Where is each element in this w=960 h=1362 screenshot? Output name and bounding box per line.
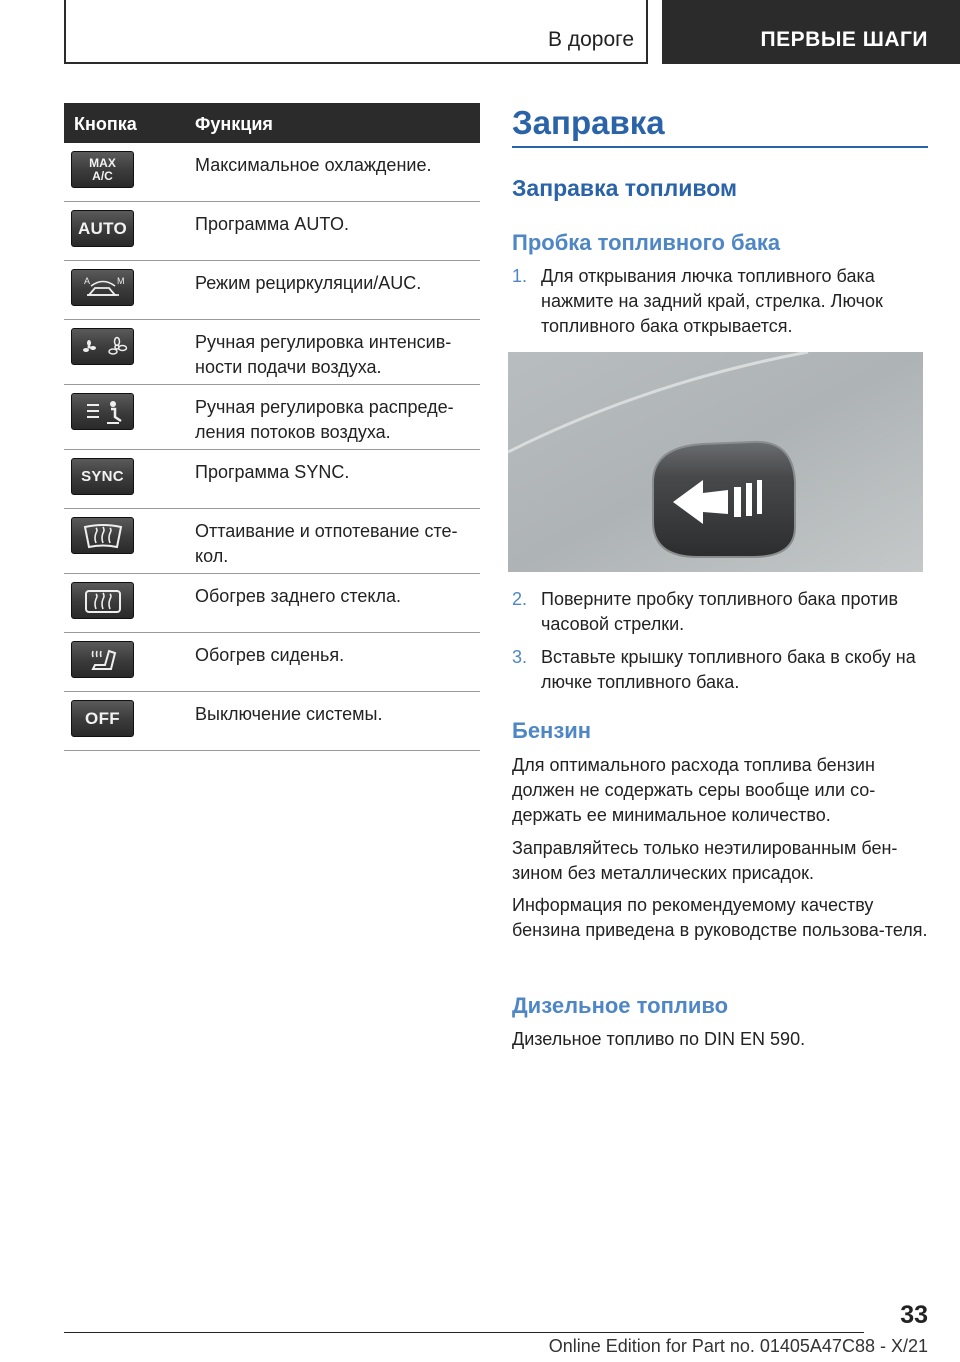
function-text: Выключение системы. <box>195 704 383 724</box>
subtitle: Заправка топливом <box>512 175 738 201</box>
list-item <box>512 587 928 637</box>
step-text: Для открывания лючка топливного бака нажмите на задний край, стрелка. Лючок топливного бака открывается. <box>541 266 883 336</box>
step-text: Поверните пробку топливного бака против часовой стрелки. <box>541 589 899 634</box>
function-text: Программа AUTO. <box>195 214 349 234</box>
fuel-flap-image <box>508 352 923 572</box>
air-distribution-icon <box>75 397 131 427</box>
step-text: Вставьте крышку топливного бака в скобу на лючке топливного бака. <box>541 647 916 692</box>
sync-button-icon <box>71 458 134 495</box>
function-text: Максимальное охлаждение. <box>195 155 432 175</box>
auto-button-icon <box>71 210 134 247</box>
table-row <box>64 143 480 202</box>
table-row <box>64 385 480 450</box>
step-number: 3. <box>512 647 528 667</box>
list-item <box>512 645 928 695</box>
petrol-paragraph: Для оптимального расхода топлива бензин должен не содержать серы вообще или со-держать ее минимальное количество. <box>512 755 876 825</box>
function-text: Оттаивание и отпотевание сте- кол. <box>195 521 458 566</box>
fan-icon <box>75 332 131 362</box>
function-text: Обогрев сиденья. <box>195 645 345 665</box>
petrol-paragraph: Информация по рекомендуемому качеству бензина приведена в руководстве пользова-теля. <box>512 895 928 940</box>
table-row <box>64 450 480 509</box>
list-item <box>512 264 928 339</box>
max-ac-button-icon <box>71 151 134 188</box>
button-label: AUTO <box>77 218 128 238</box>
windshield-defrost-icon <box>75 521 131 551</box>
button-label: MAX A/C <box>89 155 116 183</box>
table-row <box>64 633 480 692</box>
footer-edition: Online Edition for Part no. 01405A47C88 - X/21 <box>548 1336 928 1356</box>
petrol-paragraph: Заправляйтесь только неэтилированным бен-зином без металлических присадок. <box>512 838 898 883</box>
rear-defrost-button-icon <box>71 582 134 619</box>
fuel-flap-photo <box>508 352 923 572</box>
fan-button-icon <box>71 328 134 365</box>
svg-text:M: M <box>116 275 124 286</box>
car-recirculation-icon <box>75 273 131 303</box>
function-text: Режим рециркуляции/AUC. <box>195 273 422 293</box>
function-text: Обогрев заднего стекла. <box>195 586 402 606</box>
table-row <box>64 320 480 385</box>
section-heading-petrol: Бензин <box>512 718 592 743</box>
column-header-function: Функция <box>195 114 273 134</box>
header-section-tab <box>64 0 648 64</box>
function-text: Ручная регулировка распреде- ления потоков воздуха. <box>195 397 454 442</box>
seat-heating-icon <box>75 645 131 675</box>
section-heading-diesel: Дизельное топливо <box>512 993 729 1018</box>
page-title: Заправка <box>512 104 665 141</box>
diesel-paragraph: Дизельное топливо по DIN EN 590. <box>512 1029 806 1049</box>
step-number: 2. <box>512 589 528 609</box>
table-row <box>64 202 480 261</box>
header-chapter-label: ПЕРВЫЕ ШАГИ <box>760 28 928 51</box>
header-chapter-tab <box>662 0 960 64</box>
rear-window-defrost-icon <box>75 586 131 616</box>
seat-heating-button-icon <box>71 641 134 678</box>
recirculation-button-icon <box>71 269 134 306</box>
button-label: OFF <box>85 708 120 728</box>
step-number: 1. <box>512 266 528 286</box>
table-row <box>64 509 480 574</box>
title-divider <box>512 146 928 148</box>
air-distribution-button-icon <box>71 393 134 430</box>
svg-text:A: A <box>83 275 90 286</box>
footer-divider <box>64 1332 864 1333</box>
table-row <box>64 574 480 633</box>
header-section-label: В дороге <box>547 28 634 51</box>
section-heading-fuel-cap: Пробка топливного бака <box>512 230 781 255</box>
table-row <box>64 692 480 751</box>
buttons-table <box>64 103 480 751</box>
column-header-button: Кнопка <box>74 114 137 134</box>
button-label: SYNC <box>81 468 124 485</box>
table-row <box>64 261 480 320</box>
function-text: Ручная регулировка интенсив- ности подачи воздуха. <box>195 332 452 377</box>
function-text: Программа SYNC. <box>195 462 350 482</box>
page-number: 33 <box>900 1301 928 1329</box>
table-header <box>64 103 480 143</box>
front-defrost-button-icon <box>71 517 134 554</box>
off-button-icon <box>71 700 134 737</box>
